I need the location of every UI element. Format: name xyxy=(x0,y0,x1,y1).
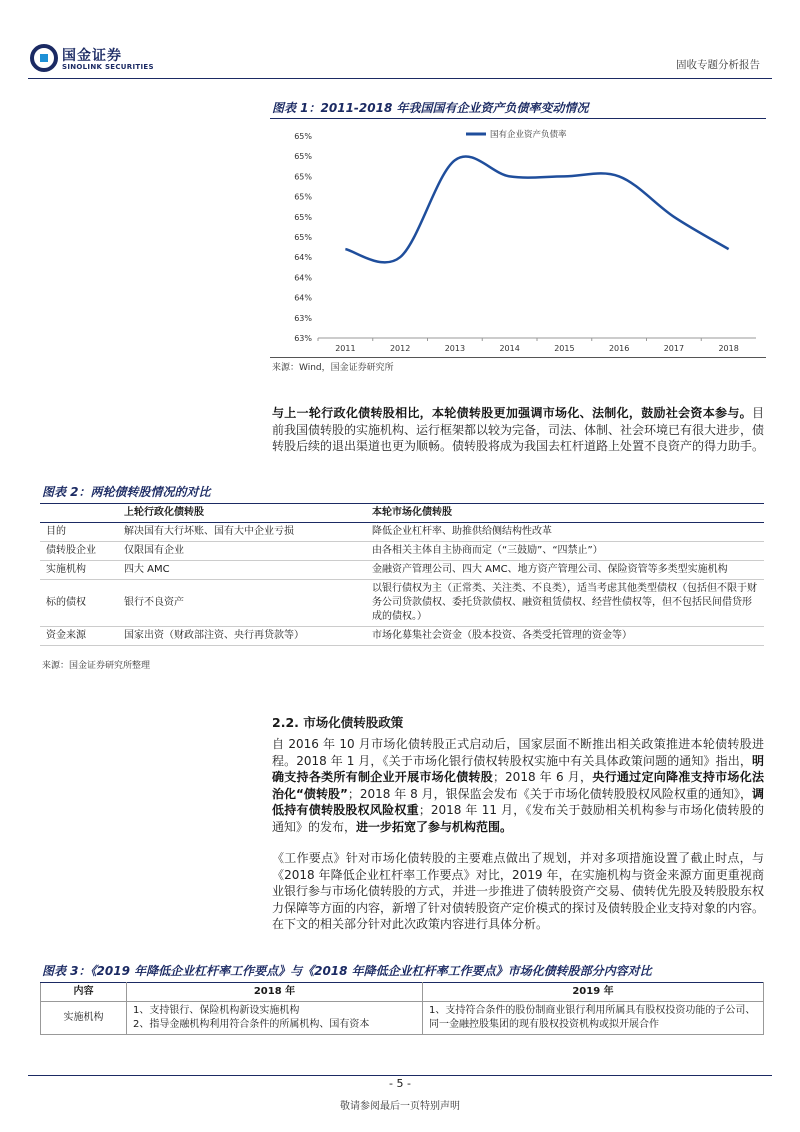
page-number: - 5 - xyxy=(389,1077,411,1090)
y-tick-label: 65% xyxy=(294,233,312,242)
line-chart xyxy=(270,122,766,358)
bold-span: 调低持有债转股股权风险权重 xyxy=(272,786,764,817)
bold-span: 央行通过定向降准支持市场化法治化“债转股” xyxy=(272,770,764,801)
bold-span: 进一步拓宽了参与机构范围。 xyxy=(356,819,513,834)
section-heading: 2.2. 市场化债转股政策 xyxy=(272,715,404,730)
list-item: 2、指导金融机构利用符合条件的所属机构、国有资本 xyxy=(133,1019,370,1030)
figure2-source: 来源：国金证券研究所整理 xyxy=(42,661,151,671)
table-cell xyxy=(127,1002,423,1035)
table-header-row xyxy=(40,504,764,523)
y-tick-label: 64% xyxy=(294,293,312,303)
table-cell: 以银行债权为主（正常类、关注类、不良类），适当考虑其他类型债权（包括但不限于财务公司贷款债权、委托贷款债权、融资租赁债权、经营性债权等，但不包括民间借贷形成的债权。） xyxy=(366,580,764,627)
table-header-cell: 本轮市场化债转股 xyxy=(366,504,764,523)
x-tick-label: 2015 xyxy=(554,344,575,353)
table-header-cell: 内容 xyxy=(41,983,127,1002)
legend xyxy=(466,129,567,140)
y-tick-label: 65% xyxy=(294,132,312,141)
logo-subtext: SINOLINK SECURITIES xyxy=(62,63,154,71)
y-tick-label: 64% xyxy=(294,253,312,263)
table-cell: 债转股企业 xyxy=(40,542,118,561)
table-cell: 资金来源 xyxy=(40,627,118,646)
footer-note: 敬请参阅最后一页特别声明 xyxy=(340,1101,460,1112)
table-cell: 四大 AMC xyxy=(118,561,366,580)
table-cell: 金融资产管理公司、四大 AMC、地方资产管理公司、保险资管等多类型实施机构 xyxy=(366,561,764,580)
text-span: 自 2016 年 10 月市场化债转股正式启动后，国家层面不断推出相关政策推进本轮债转股进程。2018 年 1 月，《关于市场化银行债权转股权实施中有关具体政策问题的通知》指出， xyxy=(272,737,764,768)
y-tick-label: 63% xyxy=(294,313,312,323)
table-cell: 国家出资（财政部注资、央行再贷款等） xyxy=(118,627,366,646)
figure1-title: 图表 1：2011-2018 年我国国有企业资产负债率变动情况 xyxy=(272,101,589,115)
x-tick-label: 2013 xyxy=(444,344,466,353)
table-cell: 银行不良资产 xyxy=(118,580,366,627)
y-tick-label: 65% xyxy=(294,152,312,162)
table-cell: 实施机构 xyxy=(41,1002,127,1035)
table-cell: 仅限国有企业 xyxy=(118,542,366,561)
table-header-cell xyxy=(40,504,118,523)
x-tick-label: 2012 xyxy=(389,344,411,353)
logo-icon xyxy=(30,44,58,72)
figure2-title: 图表 2：两轮债转股情况的对比 xyxy=(42,485,211,499)
footer-divider xyxy=(28,1075,772,1076)
report-type: 固收专题分析报告 xyxy=(676,59,760,71)
table-row xyxy=(40,561,764,580)
figure3-title: 图表 3：《2019 年降低企业杠杆率工作要点》与《2018 年降低企业杠杆率工作要点》市场化债转股部分内容对比 xyxy=(42,964,652,978)
y-tick-label: 63% xyxy=(294,334,312,343)
x-tick-label: 2018 xyxy=(718,344,739,353)
x-tick-label: 2014 xyxy=(499,344,520,353)
logo-text: 国金证券 xyxy=(62,48,122,64)
table-row xyxy=(40,580,764,627)
figure1-rule xyxy=(270,118,766,119)
text-span: ；2018 年 6 月， xyxy=(493,770,593,784)
policy-comparison-table xyxy=(40,982,764,1035)
paragraph-1-text: 目前我国债转股的实施机构、运行框架都以较为完备，司法、体制、社会环境已有很大进步，债转股后续的退出渠道也更为顺畅。债转股将成为我国去杠杆道路上处置不良资产的得力助手。 xyxy=(272,406,765,453)
paragraph-1 xyxy=(272,405,764,455)
y-tick-label: 65% xyxy=(294,192,312,202)
x-tick-label: 2011 xyxy=(335,344,356,353)
table-row xyxy=(41,1002,764,1035)
x-tick-label: 2016 xyxy=(608,344,630,353)
table-cell: 解决国有大行坏账、国有大中企业亏损 xyxy=(118,523,366,542)
bold-span: 明确支持各类所有制企业开展市场化债转股 xyxy=(272,753,764,784)
y-tick-label: 64% xyxy=(294,273,312,283)
comparison-table xyxy=(40,503,764,646)
table-cell: 由各相关主体自主协商而定（“三鼓励”、“四禁止”） xyxy=(366,542,764,561)
table-row xyxy=(40,542,764,561)
text-span: ；2018 年 11 月，《发布关于鼓励相关机构参与市场化债转股的通知》的发布， xyxy=(272,803,764,834)
table-header-cell: 2019 年 xyxy=(423,983,764,1002)
table-header-cell: 2018 年 xyxy=(127,983,423,1002)
legend-label: 国有企业资产负债率 xyxy=(490,130,567,140)
table-row xyxy=(40,523,764,542)
table-cell: 降低企业杠杆率、助推供给侧结构性改革 xyxy=(366,523,764,542)
table-cell: 实施机构 xyxy=(40,561,118,580)
table-cell: 市场化募集社会资金（股本投资、各类受托管理的资金等） xyxy=(366,627,764,646)
table-cell xyxy=(423,1002,764,1035)
y-tick-label: 65% xyxy=(294,212,312,222)
series-line xyxy=(345,156,728,262)
table-header-cell: 上轮行政化债转股 xyxy=(118,504,366,523)
list-item: 1、支持银行、保险机构新设实施机构 xyxy=(133,1005,300,1016)
figure1-source: 来源：Wind，国金证券研究所 xyxy=(272,363,394,373)
x-tick-label: 2017 xyxy=(663,344,685,353)
text-span: ；2018 年 8 月，银保监会发布《关于市场化债转股股权风险权重的通知》， xyxy=(347,786,752,801)
table-row xyxy=(40,627,764,646)
table-header-row xyxy=(41,983,764,1002)
paragraph-1-bold: 与上一轮行政化债转股相比，本轮债转股更加强调市场化、法制化，鼓励社会资本参与。 xyxy=(272,406,752,420)
y-tick-label: 65% xyxy=(294,172,312,182)
figure1-bottom-rule xyxy=(270,357,766,358)
table-cell: 标的债权 xyxy=(40,580,118,627)
section-paragraph-2: 《工作要点》针对市场化债转股的主要难点做出了规划，并对多项措施设置了截止时点，与《2018 年降低企业杠杆率工作要点》对比，2019 年，在实施机构与资金来源方面更重视商业银行参与市场化债转股的方式，并进一步推进了债转股资产交易、债转优先股及转股股东权力保障等方面的内容，新增了针对债转股资产定价模式的探讨及债转股企业支持对象的内容。在下文的相关部分针对此次政策内容进行具体分析。 xyxy=(272,851,765,931)
header-divider xyxy=(28,78,772,79)
table-cell: 目的 xyxy=(40,523,118,542)
section-paragraph-1 xyxy=(272,736,764,835)
list-item: 1、支持符合条件的股份制商业银行利用所属具有股权投资功能的子公司、同一金融控股集团的现有股权投资机构或拟开展合作 xyxy=(429,1005,756,1030)
